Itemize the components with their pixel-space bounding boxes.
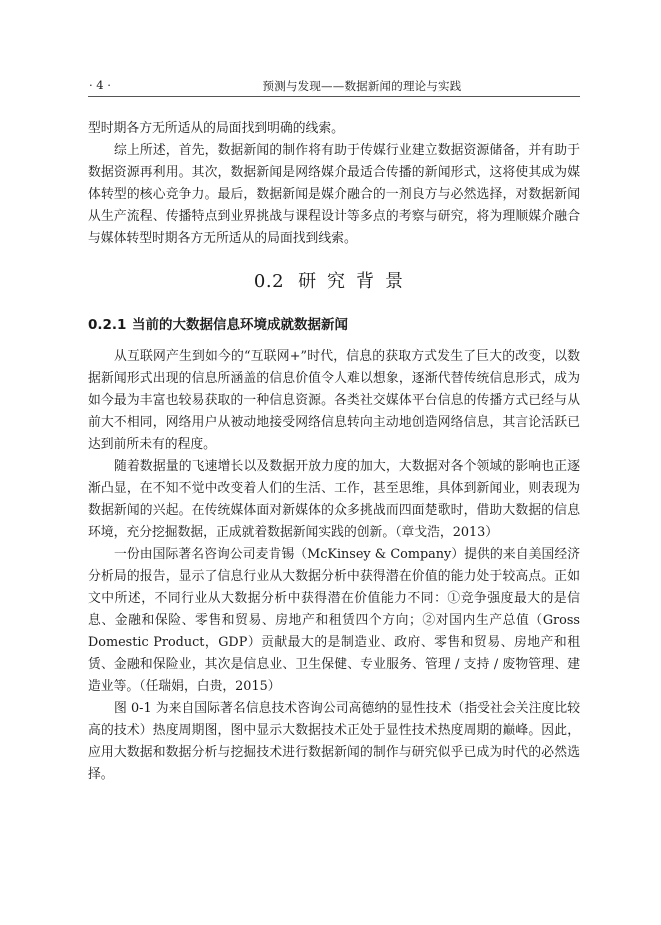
paragraph-gartner: 图 0-1 为来自国际著名信息技术咨询公司高德纳的显性技术（指受社会关注度比较高的技术）热度周期图，图中显示大数据技术正处于显性技术热度周期的巅峰。因此，应用大数据和数据分析与挖掘技术进行数据新闻的制作与研究似乎已成为时代的必然选择。	[88, 701, 580, 782]
section-heading	[88, 269, 580, 295]
running-header	[88, 78, 580, 97]
paragraph-big-data: 随着数据量的飞速增长以及数据开放力度的加大，大数据对各个领域的影响也正逐渐凸显，在不知不觉中改变着人们的生活、工作，甚至思维，具体到新闻业，则表现为数据新闻的兴起。在传统媒体面对新媒体的众多挑战而四面楚歌时，借助大数据的信息环境，充分挖掘数据，正成就着数据新闻实践的创新。（章戈浩，2013）	[88, 459, 580, 540]
subsection-title: 当前的大数据信息环境成就数据新闻	[132, 317, 348, 333]
subsection-heading	[88, 315, 580, 335]
page-body	[88, 118, 580, 786]
section-number: 0.2	[253, 271, 285, 292]
section-title: 研究背景	[298, 271, 415, 292]
running-title: 预测与发现——数据新闻的理论与实践	[262, 79, 462, 93]
paragraph-internet: 从互联网产生到如今的“互联网+”时代，信息的获取方式发生了巨大的改变，以数据新闻形式出现的信息所涵盖的信息价值令人难以想象，逐渐代替传统信息形式，成为如今最为丰富也较易获取的一种信息资源。各类社交媒体平台信息的传播方式已经与从前大不相同，网络用户从被动地接受网络信息转向主动地创造网络信息，其言论活跃已达到前所未有的程度。	[88, 349, 580, 452]
paragraph-continued: 型时期各方无所适从的局面找到明确的线索。	[88, 121, 344, 136]
subsection-number: 0.2.1	[88, 317, 127, 333]
page-number: · 4 ·	[89, 78, 111, 92]
paragraph-summary: 综上所述，首先，数据新闻的制作将有助于传媒行业建立数据资源储备，并有助于数据资源再利用。其次，数据新闻是网络媒介最适合传播的新闻形式，这将使其成为媒体转型的核心竞争力。最后，数据新闻是媒介融合的一剂良方与必然选择，对数据新闻从生产流程、传播特点到业界挑战与课程设计等多点的考察与研究，将为理顺媒介融合与媒体转型时期各方无所适从的局面找到线索。	[88, 143, 580, 246]
paragraph-mckinsey: 一份由国际著名咨询公司麦肯锡（McKinsey & Company）提供的来自美国经济分析局的报告，显示了信息行业从大数据分析中获得潜在价值的能力处于较高点。正如文中所述，不同行业从大数据分析中获得潜在价值能力不同：①竞争强度最大的是信息、金融和保险、零售和贸易、房地产和租赁四个方向；②对国内生产总值（Gross Domestic Product，GDP）贡献最大的是制造业、政府、零售和贸易、房地产和租赁、金融和保险业，其次是信息业、卫生保健、专业服务、管理 / 支持 / 废物管理、建造业等。（任瑞娟，白贵，2015）	[88, 547, 580, 694]
